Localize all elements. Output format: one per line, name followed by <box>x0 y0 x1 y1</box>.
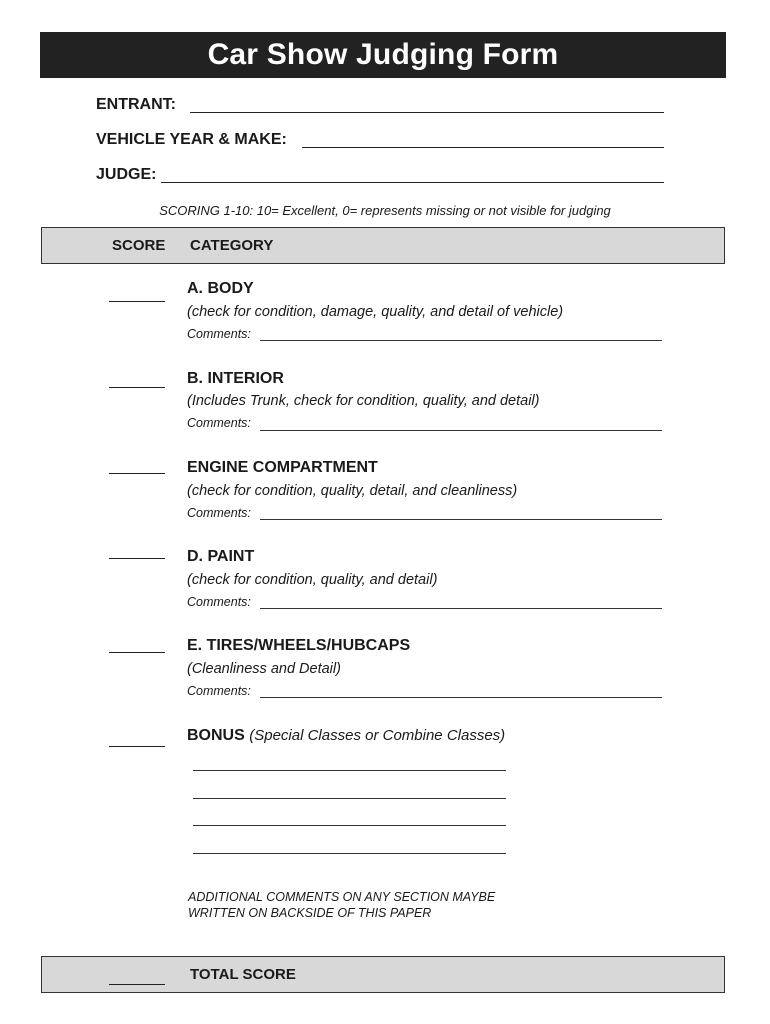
section-tires-wheels-hubcaps <box>0 636 770 716</box>
category-header: CATEGORY <box>190 237 274 254</box>
vehicle-year-make-label: VEHICLE YEAR & MAKE: <box>96 131 287 148</box>
section-description: (Cleanliness and Detail) <box>187 661 341 677</box>
judge-field[interactable] <box>96 166 666 188</box>
score-input-line[interactable] <box>109 558 165 559</box>
bonus-input-line[interactable] <box>193 853 506 854</box>
comments-label: Comments: <box>187 684 251 698</box>
section-description: (check for condition, damage, quality, and detail of vehicle) <box>187 304 564 320</box>
table-header <box>41 227 725 264</box>
section-interior <box>0 368 770 448</box>
comments-input-line[interactable] <box>260 697 662 698</box>
score-input-line[interactable] <box>109 473 165 474</box>
comments-input-line[interactable] <box>260 430 662 431</box>
score-header: SCORE <box>112 237 166 254</box>
comments-input-line[interactable] <box>260 340 662 341</box>
entrant-field[interactable] <box>96 96 666 118</box>
section-paint <box>0 546 770 626</box>
comments-label: Comments: <box>187 327 251 341</box>
comments-label: Comments: <box>187 595 251 609</box>
judge-label: JUDGE: <box>96 166 157 183</box>
section-title: ENGINE COMPARTMENT <box>187 459 378 476</box>
additional-comments-note <box>188 889 495 921</box>
comments-input-line[interactable] <box>260 608 662 609</box>
total-score-input-line[interactable] <box>109 984 165 985</box>
scoring-note: SCORING 1-10: 10= Excellent, 0= represents missing or not visible for judging <box>159 203 611 218</box>
section-title: B. INTERIOR <box>187 370 284 387</box>
comments-label: Comments: <box>187 416 251 430</box>
entrant-label: ENTRANT: <box>96 96 176 113</box>
bonus-input-line[interactable] <box>193 770 506 771</box>
bonus-title: BONUS <box>187 727 245 744</box>
form-title: Car Show Judging Form <box>40 32 726 78</box>
score-input-line[interactable] <box>109 387 165 388</box>
additional-comments-line-1: ADDITIONAL COMMENTS ON ANY SECTION MAYBE <box>188 890 496 904</box>
section-body <box>0 279 770 359</box>
judge-input-line[interactable] <box>161 182 664 183</box>
vehicle-year-make-input-line[interactable] <box>302 147 664 148</box>
comments-label: Comments: <box>187 506 251 520</box>
bonus-note: (Special Classes or Combine Classes) <box>249 727 506 744</box>
comments-input-line[interactable] <box>260 519 662 520</box>
section-title: A. BODY <box>187 280 254 297</box>
section-title <box>187 727 505 745</box>
bonus-input-line[interactable] <box>193 825 506 826</box>
score-input-line[interactable] <box>109 746 165 747</box>
section-title: D. PAINT <box>187 548 255 565</box>
section-title: E. TIRES/WHEELS/HUBCAPS <box>187 637 411 654</box>
section-engine-compartment <box>0 457 770 537</box>
section-bonus <box>0 726 770 866</box>
vehicle-year-make-field[interactable] <box>96 131 666 153</box>
section-description: (check for condition, quality, and detail) <box>187 572 438 588</box>
additional-comments-line-2: WRITTEN ON BACKSIDE OF THIS PAPER <box>188 906 432 920</box>
entrant-input-line[interactable] <box>190 112 664 113</box>
section-description: (check for condition, quality, detail, and cleanliness) <box>187 483 518 499</box>
total-score-bar <box>41 956 725 993</box>
section-description: (Includes Trunk, check for condition, quality, and detail) <box>187 393 540 409</box>
total-score-label: TOTAL SCORE <box>190 966 296 983</box>
score-input-line[interactable] <box>109 652 165 653</box>
bonus-input-line[interactable] <box>193 798 506 799</box>
score-input-line[interactable] <box>109 301 165 302</box>
